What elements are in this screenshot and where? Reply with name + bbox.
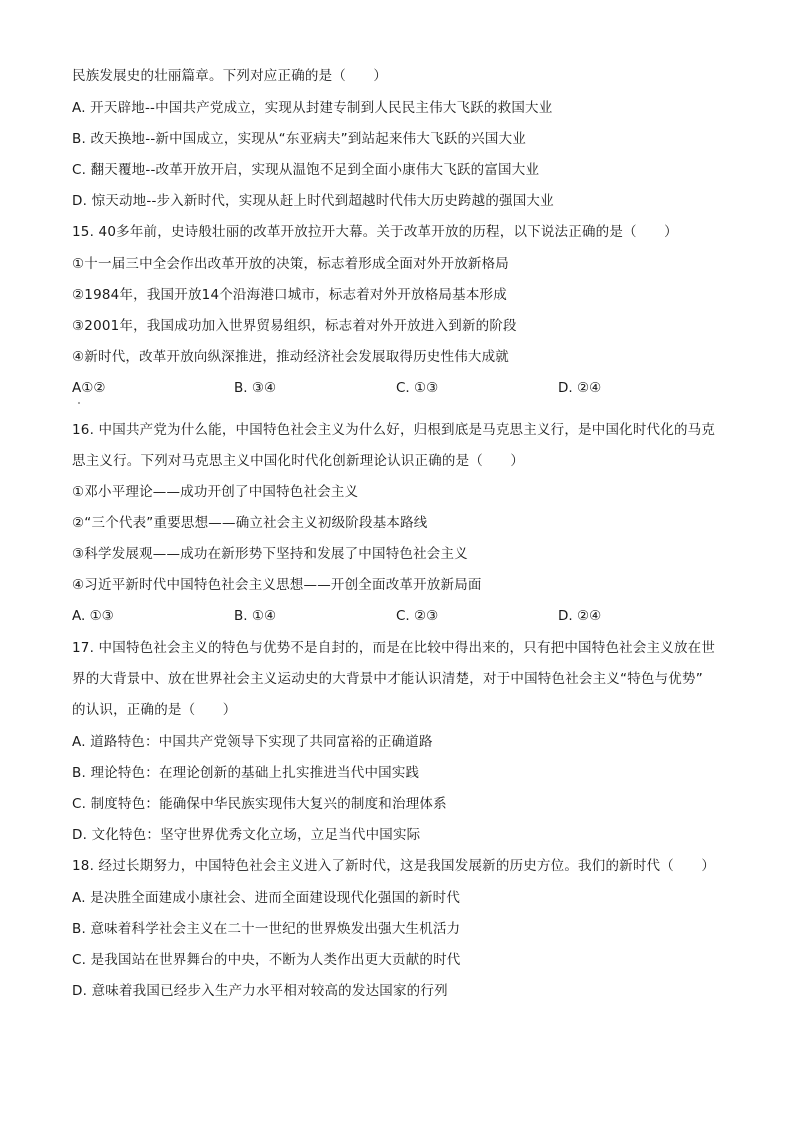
q17-option-c: C. 制度特色：能确保中华民族实现伟大复兴的制度和治理体系 bbox=[72, 796, 447, 812]
stray-dot-mark bbox=[78, 402, 80, 404]
q15-item-1: ①十一届三中全会作出改革开放的决策，标志着形成全面对外开放新格局 bbox=[72, 256, 510, 272]
q15-choice-a: A①② bbox=[72, 380, 106, 396]
q15-choice-c: C. ①③ bbox=[396, 380, 439, 396]
q15-choice-b: B. ③④ bbox=[234, 380, 277, 396]
q17-stem-line-3: 的认识，正确的是（ ） bbox=[72, 702, 237, 718]
q14-option-a: A. 开天辟地--中国共产党成立，实现从封建专制到人民民主伟大飞跃的救国大业 bbox=[72, 100, 553, 116]
q14-option-d: D. 惊天动地--步入新时代，实现从赶上时代到超越时代伟大历史跨越的强国大业 bbox=[72, 193, 554, 209]
q16-choice-b: B. ①④ bbox=[234, 608, 277, 624]
q16-item-4: ④习近平新时代中国特色社会主义思想——开创全面改革开放新局面 bbox=[72, 577, 482, 593]
q17-option-d: D. 文化特色：坚守世界优秀文化立场，立足当代中国实际 bbox=[72, 827, 421, 843]
q15-choice-d: D. ②④ bbox=[558, 380, 602, 396]
q17-stem-line-1: 17. 中国特色社会主义的特色与优势不是自封的，而是在比较中得出来的，只有把中国特色社会主义放在世 bbox=[72, 640, 716, 656]
q16-stem-line-1: 16. 中国共产党为什么能，中国特色社会主义为什么好，归根到底是马克思主义行，是中国化时代化的马克 bbox=[72, 422, 716, 438]
q14-stem-tail: 民族发展史的壮丽篇章。下列对应正确的是（ ） bbox=[72, 68, 388, 84]
q18-option-d: D. 意味着我国已经步入生产力水平相对较高的发达国家的行列 bbox=[72, 983, 448, 999]
q16-choice-a: A. ①③ bbox=[72, 608, 114, 624]
q17-stem-line-2: 界的大背景中、放在世界社会主义运动史的大背景中才能认识清楚，对于中国特色社会主义“特色与优势” bbox=[72, 671, 703, 687]
q14-option-b: B. 改天换地--新中国成立，实现从“东亚病夫”到站起来伟大飞跃的兴国大业 bbox=[72, 131, 526, 147]
q14-option-c: C. 翻天覆地--改革开放开启，实现从温饱不足到全面小康伟大飞跃的富国大业 bbox=[72, 162, 540, 178]
q16-item-1: ①邓小平理论——成功开创了中国特色社会主义 bbox=[72, 484, 359, 500]
q15-stem: 15. 40多年前，史诗般壮丽的改革开放拉开大幕。关于改革开放的历程，以下说法正确的是（ ） bbox=[72, 224, 678, 240]
q18-option-c: C. 是我国站在世界舞台的中央，不断为人类作出更大贡献的时代 bbox=[72, 952, 461, 968]
q16-item-3: ③科学发展观——成功在新形势下坚持和发展了中国特色社会主义 bbox=[72, 546, 468, 562]
q15-item-2: ②1984年，我国开放14个沿海港口城市，标志着对外开放格局基本形成 bbox=[72, 287, 507, 303]
q15-item-3: ③2001年，我国成功加入世界贸易组织，标志着对外开放进入到新的阶段 bbox=[72, 318, 517, 334]
q16-choice-d: D. ②④ bbox=[558, 608, 602, 624]
q16-stem-line-2: 思主义行。下列对马克思主义中国化时代化创新理论认识正确的是（ ） bbox=[72, 453, 525, 469]
q18-stem: 18. 经过长期努力，中国特色社会主义进入了新时代，这是我国发展新的历史方位。我们的新时代（ ） bbox=[72, 858, 716, 874]
q15-item-4: ④新时代，改革开放向纵深推进，推动经济社会发展取得历史性伟大成就 bbox=[72, 349, 510, 365]
q17-option-a: A. 道路特色：中国共产党领导下实现了共同富裕的正确道路 bbox=[72, 734, 433, 750]
q16-choice-c: C. ②③ bbox=[396, 608, 439, 624]
q16-item-2: ②“三个代表”重要思想——确立社会主义初级阶段基本路线 bbox=[72, 515, 428, 531]
q17-option-b: B. 理论特色：在理论创新的基础上扎实推进当代中国实践 bbox=[72, 765, 420, 781]
q18-option-a: A. 是决胜全面建成小康社会、进而全面建设现代化强国的新时代 bbox=[72, 890, 461, 906]
q18-option-b: B. 意味着科学社会主义在二十一世纪的世界焕发出强大生机活力 bbox=[72, 921, 461, 937]
